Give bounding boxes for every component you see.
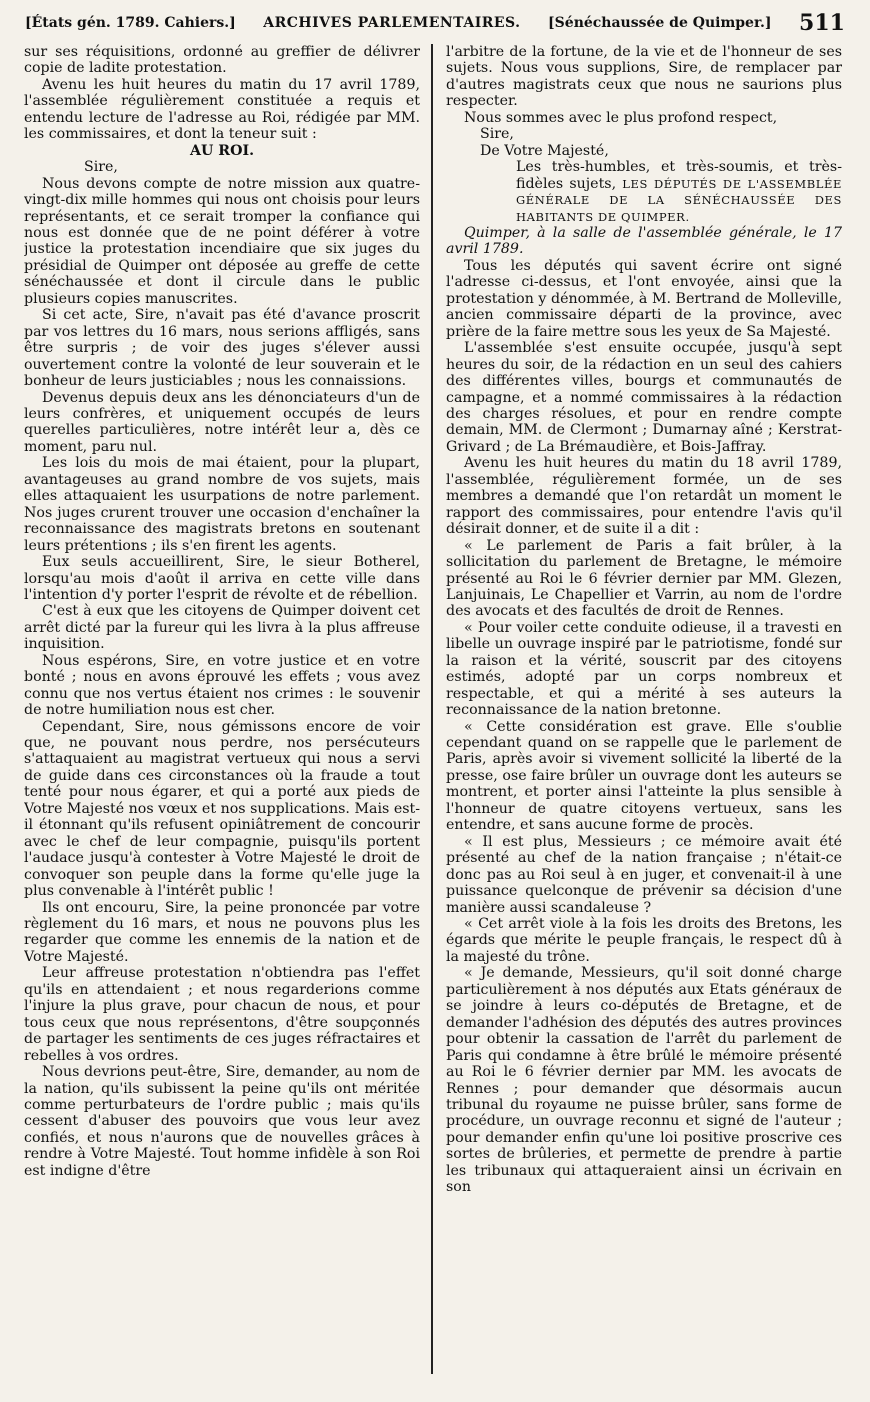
paragraph: « Il est plus, Messieurs ; ce mémoire avait été présenté au chef de la nation française ; n'était-ce donc pas au Roi seul à en juger, et convenait-il à une puissance quelconque de prévenir sa décision d'une manière aussi scandaleuse ? xyxy=(446,833,842,916)
paragraph: l'arbitre de la fortune, de la vie et de l'honneur de ses sujets. Nous vous supplions, Sire, de remplacer par d'autres magistrats ceux que nous ne saurions plus respecter. xyxy=(446,44,842,110)
place-date: Quimper, à la salle de l'assemblée générale, le 17 avril 1789. xyxy=(446,224,842,258)
address-heading: AU ROI. xyxy=(189,142,255,159)
paragraph: « Le parlement de Paris a fait brûler, à la sollicitation du parlement de Bretagne, le mémoire présenté au Roi le 6 février dernier par MM. Glezen, Lanjuinais, Le Chapellier et Varrin, au nom de l'ordre des avocats et des facultés de droit de Rennes. xyxy=(446,537,842,620)
paragraph: Si cet acte, Sire, n'avait pas été d'avance proscrit par vos lettres du 16 mars, nous serions affligés, sans être surpris ; de voir des juges s'élever aussi ouvertement contre la volonté de leur souverain et le bonheur de leurs justiciables ; nous les connaissions. xyxy=(24,307,420,390)
paragraph: Cependant, Sire, nous gémissons encore de voir que, ne pouvant nous perdre, nos persécuteurs s'attaquaient au magistrat vertueux qui nous a servi de guide dans ces circonstances où la fraude a tout tenté pour nous égarer, et qui a porté aux pieds de Votre Majesté nos vœux et nos supplications. Mais est-il étonnant qu'ils refusent opiniâtrement de concourir avec le chef de leur compagnie, puisqu'ils portent l'audace jusqu'à contester à Votre Majesté le droit de convoquer son peuple dans la forme qu'elle juge la plus convenable à l'intérêt public ! xyxy=(24,718,420,900)
paragraph: Avenu les huit heures du matin du 18 avril 1789, l'assemblée, régulièrement formée, un de ses membres a demandé que l'on retardât un moment le rapport des commissaires, pour entendre l'avis qu'il désirait donner, et de suite il a dit : xyxy=(446,455,842,538)
signature-text: Les très-humbles, et très-soumis, et très-fidèles sujets, xyxy=(516,159,842,192)
signature-block xyxy=(516,159,842,225)
column-rule xyxy=(431,44,433,1374)
header-left: [États gén. 1789. Cahiers.] xyxy=(25,15,236,31)
paragraph: Nous devons compte de notre mission aux quatre-vingt-dix mille hommes qui nous ont choisis pour leurs représentants, et ce serait tromper la confiance qui nous est donnée que de ne point déférer à votre justice la protestation incendiaire que six juges du présidial de Quimper ont déposée au greffe de cette sénéchaussée et dont il circule dans le public plusieurs copies manuscrites. xyxy=(24,175,420,307)
paragraph: Eux seuls accueillirent, Sire, le sieur Botherel, lorsqu'au mois d'août il arriva en cette ville dans l'intention d'y porter l'esprit de révolte et de rébellion. xyxy=(24,554,420,603)
paragraph: « Je demande, Messieurs, qu'il soit donné charge particulièrement à nos députés aux Etats généraux de se joindre à leurs co-députés de Bretagne, et de demander l'adhésion des députés des autres provinces pour obtenir la cassation de l'arrêt du parlement de Paris qui condamne à être brûlé le mémoire présenté au Roi le 6 février dernier par MM. les avocats de Rennes ; pour demander que désormais aucun tribunal du royaume ne puisse brûler, sans forme de procédure, un ouvrage reconnu et signé de l'auteur ; pour demander enfin qu'une loi positive proscrive ces sortes de brûleries, et permette de prendre à partie les tribunaux qui attaqueraient ainsi un écrivain en son xyxy=(446,965,842,1196)
paragraph: Leur affreuse protestation n'obtiendra pas l'effet qu'ils en attendaient ; et nous regarderions comme l'injure la plus grave, pour chacun de nous, et pour tous ceux que nous représentons, d'être soupçonnés de partager les sentiments de ces juges réfractaires et rebelles à vos ordres. xyxy=(24,965,420,1064)
salutation: Sire, xyxy=(480,126,514,143)
paragraph: Tous les députés qui savent écrire ont signé l'adresse ci-dessus, et l'ont envoyée, ainsi que la protestation y dénommée, à M. Bertrand de Molleville, ancien commissaire départi de la province, avec prière de la faire mettre sous les yeux de Sa Majesté. xyxy=(446,257,842,340)
left-column xyxy=(24,44,420,1374)
paragraph: L'assemblée s'est ensuite occupée, jusqu'à sept heures du soir, de la rédaction en un seul des cahiers des différentes villes, bourgs et communautés de campagne, et a nommé commissaires à la rédaction des charges résolues, et pour en rendre compte demain, MM. de Clermont ; Dumarnay aîné ; Kerstrat-Grivard ; de La Brémaudière, et Bois-Jaffray. xyxy=(446,340,842,455)
paragraph: Nous devrions peut-être, Sire, demander, au nom de la nation, qu'ils subissent la peine qu'ils ont méritée comme perturbateurs de l'ordre public ; mais qu'ils cessent d'abuser des pouvoirs que vous leur avez confiés, et nous n'aurons que de nouvelles grâces à rendre à Votre Majesté. Tout homme infidèle à son Roi est indigne d'être xyxy=(24,1064,420,1179)
closing-line: Nous sommes avec le plus profond respect, xyxy=(464,109,778,126)
paragraph: Les lois du mois de mai étaient, pour la plupart, avantageuses au grand nombre de vos sujets, mais elles attaquaient les usurpations de notre parlement. Nos juges crurent trouver une occasion d'enchaîner la reconnaissance des magistrats bretons en soutenant leurs prétentions ; ils s'en firent les agents. xyxy=(24,455,420,554)
header-title: ARCHIVES PARLEMENTAIRES. xyxy=(263,15,521,31)
salutation: Sire, xyxy=(84,159,118,176)
paragraph: Nous espérons, Sire, en votre justice et en votre bonté ; nous en avons éprouvé les effets ; vous avez connu que nos vertus étaient nos crimes : le souvenir de notre humiliation nous est cher. xyxy=(24,652,420,719)
paragraph: Ils ont encouru, Sire, la peine prononcée par votre règlement du 16 mars, et nous ne pouvons plus les regarder que comme les ennemis de la nation et de Votre Majesté. xyxy=(24,899,420,965)
paragraph: sur ses réquisitions, ordonné au greffier de délivrer copie de ladite protestation. xyxy=(24,44,420,77)
header-right: [Sénéchaussée de Quimper.] xyxy=(548,15,772,31)
paragraph: Devenus depuis deux ans les dénonciateurs d'un de leurs confrères, et uniquement occupés de leurs querelles particulières, notre intérêt leur a, dès ce moment, paru nul. xyxy=(24,389,420,455)
signature-authors: LES DÉPUTÉS DE L'ASSEMBLÉE GÉNÉRALE DE LA SÉNÉCHAUSSÉE DES HABITANTS DE QUIMPER. xyxy=(516,176,842,224)
paragraph: C'est à eux que les citoyens de Quimper doivent cet arrêt dicté par la fureur qui les livra à la plus affreuse inquisition. xyxy=(24,603,420,653)
paragraph: Avenu les huit heures du matin du 17 avril 1789, l'assemblée régulièrement constituée a requis et entendu lecture de l'adresse au Roi, rédigée par MM. les commissaires, et dont la teneur suit : xyxy=(24,76,420,143)
right-column xyxy=(446,44,842,1374)
running-header xyxy=(25,6,845,40)
paragraph: « Cette considération est grave. Elle s'oublie cependant quand on se rappelle que le parlement de Paris, après avoir si vivement sollicité la liberté de la presse, ose faire brûler un ouvrage dont les auteurs se montrent, et porter ainsi l'atteinte la plus sensible à l'honneur de quatre citoyens vertueux, sans les entendre, et sans aucune forme de procès. xyxy=(446,718,842,834)
paragraph: « Pour voiler cette conduite odieuse, il a travesti en libelle un ouvrage inspiré par le patriotisme, fondé sur la raison et la vérité, souscrit par des citoyens estimés, adopté par un corps nombreux et respectable, et qui a mérité à ses auteurs la reconnaissance de la nation bretonne. xyxy=(446,619,842,719)
paragraph: « Cet arrêt viole à la fois les droits des Bretons, les égards que mérite le peuple français, le respect dû à la majesté du trône. xyxy=(446,916,842,965)
page-number: 511 xyxy=(799,10,845,36)
closing-line: De Votre Majesté, xyxy=(480,142,609,159)
